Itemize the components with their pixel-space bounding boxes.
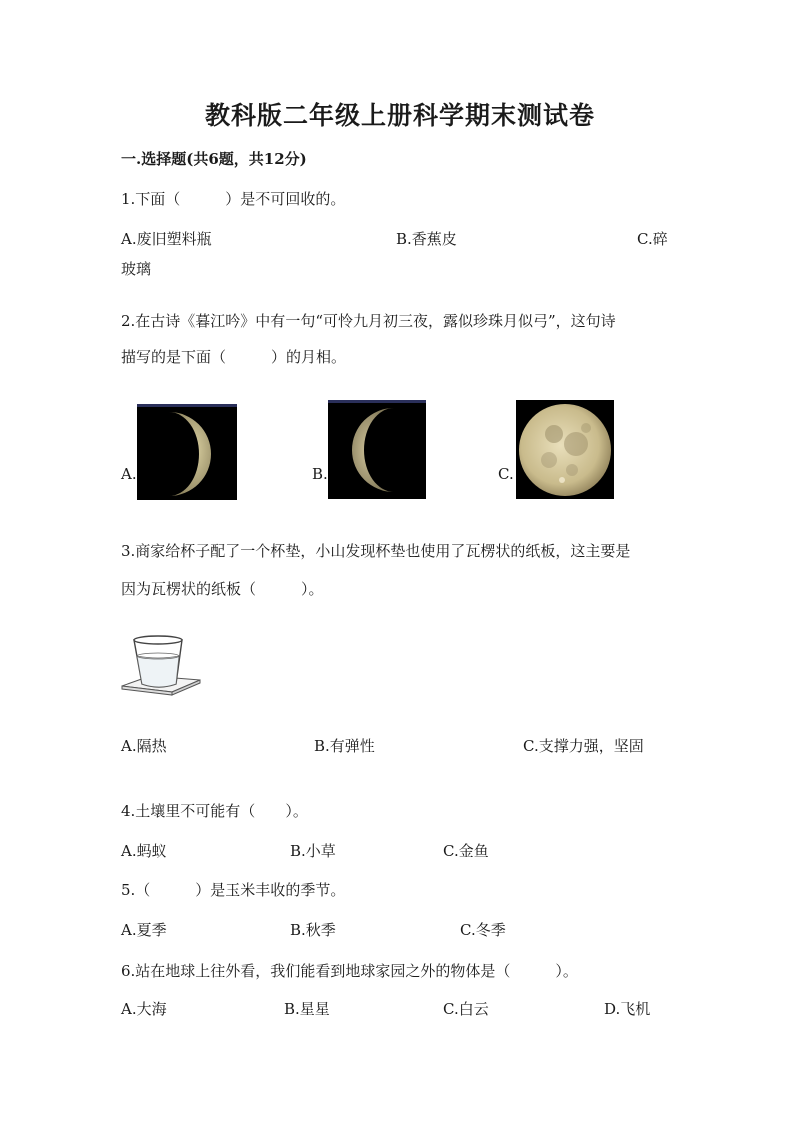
question-4-text: 4.土壤里不可能有（ ）。 bbox=[121, 802, 308, 820]
question-6-option-d: D.飞机 bbox=[604, 1000, 651, 1018]
question-4-option-c: C.金鱼 bbox=[443, 842, 489, 860]
question-2-text-line2: 描写的是下面（ ）的月相。 bbox=[121, 348, 347, 366]
question-5-text: 5.（ ）是玉米丰收的季节。 bbox=[121, 881, 346, 899]
question-4-option-b: B.小草 bbox=[290, 842, 336, 860]
question-2-text-line1: 2.在古诗《暮江吟》中有一句“可怜九月初三夜，露似珍珠月似弓”，这句诗 bbox=[121, 312, 616, 330]
question-5-option-a: A.夏季 bbox=[121, 921, 167, 939]
question-3-text-line1: 3.商家给杯子配了一个杯垫，小山发现杯垫也使用了瓦楞状的纸板，这主要是 bbox=[121, 542, 631, 560]
full-moon-image bbox=[516, 400, 614, 499]
question-2-option-b: B. bbox=[312, 465, 328, 483]
section-heading: 一.选择题(共6题，共12分) bbox=[121, 150, 307, 168]
question-5-option-b: B.秋季 bbox=[290, 921, 336, 939]
question-3-option-a: A.隔热 bbox=[121, 737, 167, 755]
crescent-moon-image bbox=[137, 404, 237, 500]
question-1-option-a: A.废旧塑料瓶 bbox=[121, 230, 212, 248]
question-1-option-c: C.碎 bbox=[637, 230, 668, 248]
question-3-option-b: B.有弹性 bbox=[314, 737, 375, 755]
question-1-text: 1.下面（ ）是不可回收的。 bbox=[121, 190, 346, 208]
question-5-option-c: C.冬季 bbox=[460, 921, 506, 939]
waning-crescent-moon-image bbox=[328, 400, 426, 499]
question-6-option-a: A.大海 bbox=[121, 1000, 167, 1018]
question-3-text-line2: 因为瓦楞状的纸板（ ）。 bbox=[121, 580, 324, 598]
question-4-option-a: A.蚂蚁 bbox=[121, 842, 167, 860]
question-6-option-b: B.星星 bbox=[284, 1000, 330, 1018]
question-6-text: 6.站在地球上往外看，我们能看到地球家园之外的物体是（ ）。 bbox=[121, 962, 578, 980]
page-title: 教科版二年级上册科学期末测试卷 bbox=[204, 101, 595, 130]
glass-on-coaster-image bbox=[120, 632, 202, 698]
question-1-option-c-wrap: 玻璃 bbox=[121, 260, 152, 278]
question-3-option-c: C.支撑力强，坚固 bbox=[523, 737, 644, 755]
question-2-option-c: C. bbox=[498, 465, 514, 483]
question-2-option-a: A. bbox=[121, 465, 137, 483]
question-6-option-c: C.白云 bbox=[443, 1000, 489, 1018]
question-1-option-b: B.香蕉皮 bbox=[396, 230, 457, 248]
